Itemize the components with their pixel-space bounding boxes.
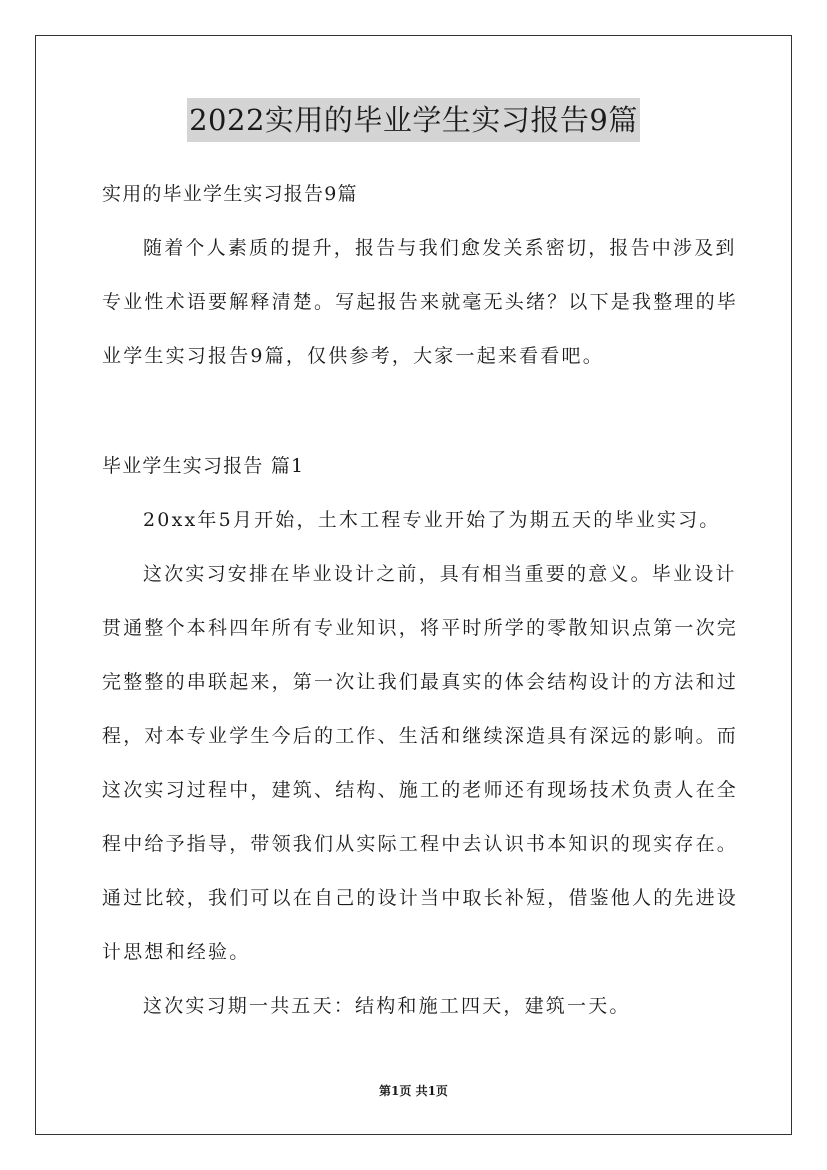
- intro-line-2: 专业性术语要解释清楚。写起报告来就毫无头绪？以下是我整理的毕: [102, 291, 739, 313]
- paragraph-2-line-1: 这次实习安排在毕业设计之前，具有相当重要的意义。毕业设计: [143, 563, 737, 585]
- document-subtitle: 实用的毕业学生实习报告9篇: [102, 183, 358, 205]
- intro-line-1: 随着个人素质的提升，报告与我们愈发关系密切，报告中涉及到: [143, 237, 737, 259]
- paragraph-2-line-2: 贯通整个本科四年所有专业知识，将平时所学的零散知识点第一次完: [102, 617, 739, 639]
- section-heading: 毕业学生实习报告 篇1: [102, 455, 305, 477]
- paragraph-2-line-3: 完整整的串联起来，第一次让我们最真实的体会结构设计的方法和过: [102, 671, 739, 693]
- paragraph-2-line-8: 计思想和经验。: [102, 941, 251, 963]
- paragraph-2-line-7: 通过比较，我们可以在自己的设计当中取长补短，借鉴他人的先进设: [102, 887, 739, 909]
- paragraph-1-line: 20xx年5月开始，土木工程专业开始了为期五天的毕业实习。: [143, 509, 721, 531]
- title-container: [0, 98, 827, 142]
- document-title: 2022实用的毕业学生实习报告9篇: [187, 98, 640, 142]
- page-number-footer: [0, 1082, 827, 1100]
- intro-line-3: 业学生实习报告9篇，仅供参考，大家一起来看看吧。: [102, 345, 604, 367]
- paragraph-3-line: 这次实习期一共五天：结构和施工四天，建筑一天。: [143, 995, 631, 1017]
- paragraph-2-line-5: 这次实习过程中，建筑、结构、施工的老师还有现场技术负责人在全: [102, 779, 739, 801]
- page-number-label: 第1页 共1页: [379, 1084, 448, 1098]
- paragraph-2-line-6: 程中给予指导，带领我们从实际工程中去认识书本知识的现实存在。: [102, 833, 739, 855]
- paragraph-2-line-4: 程，对本专业学生今后的工作、生活和继续深造具有深远的影响。而: [102, 725, 739, 747]
